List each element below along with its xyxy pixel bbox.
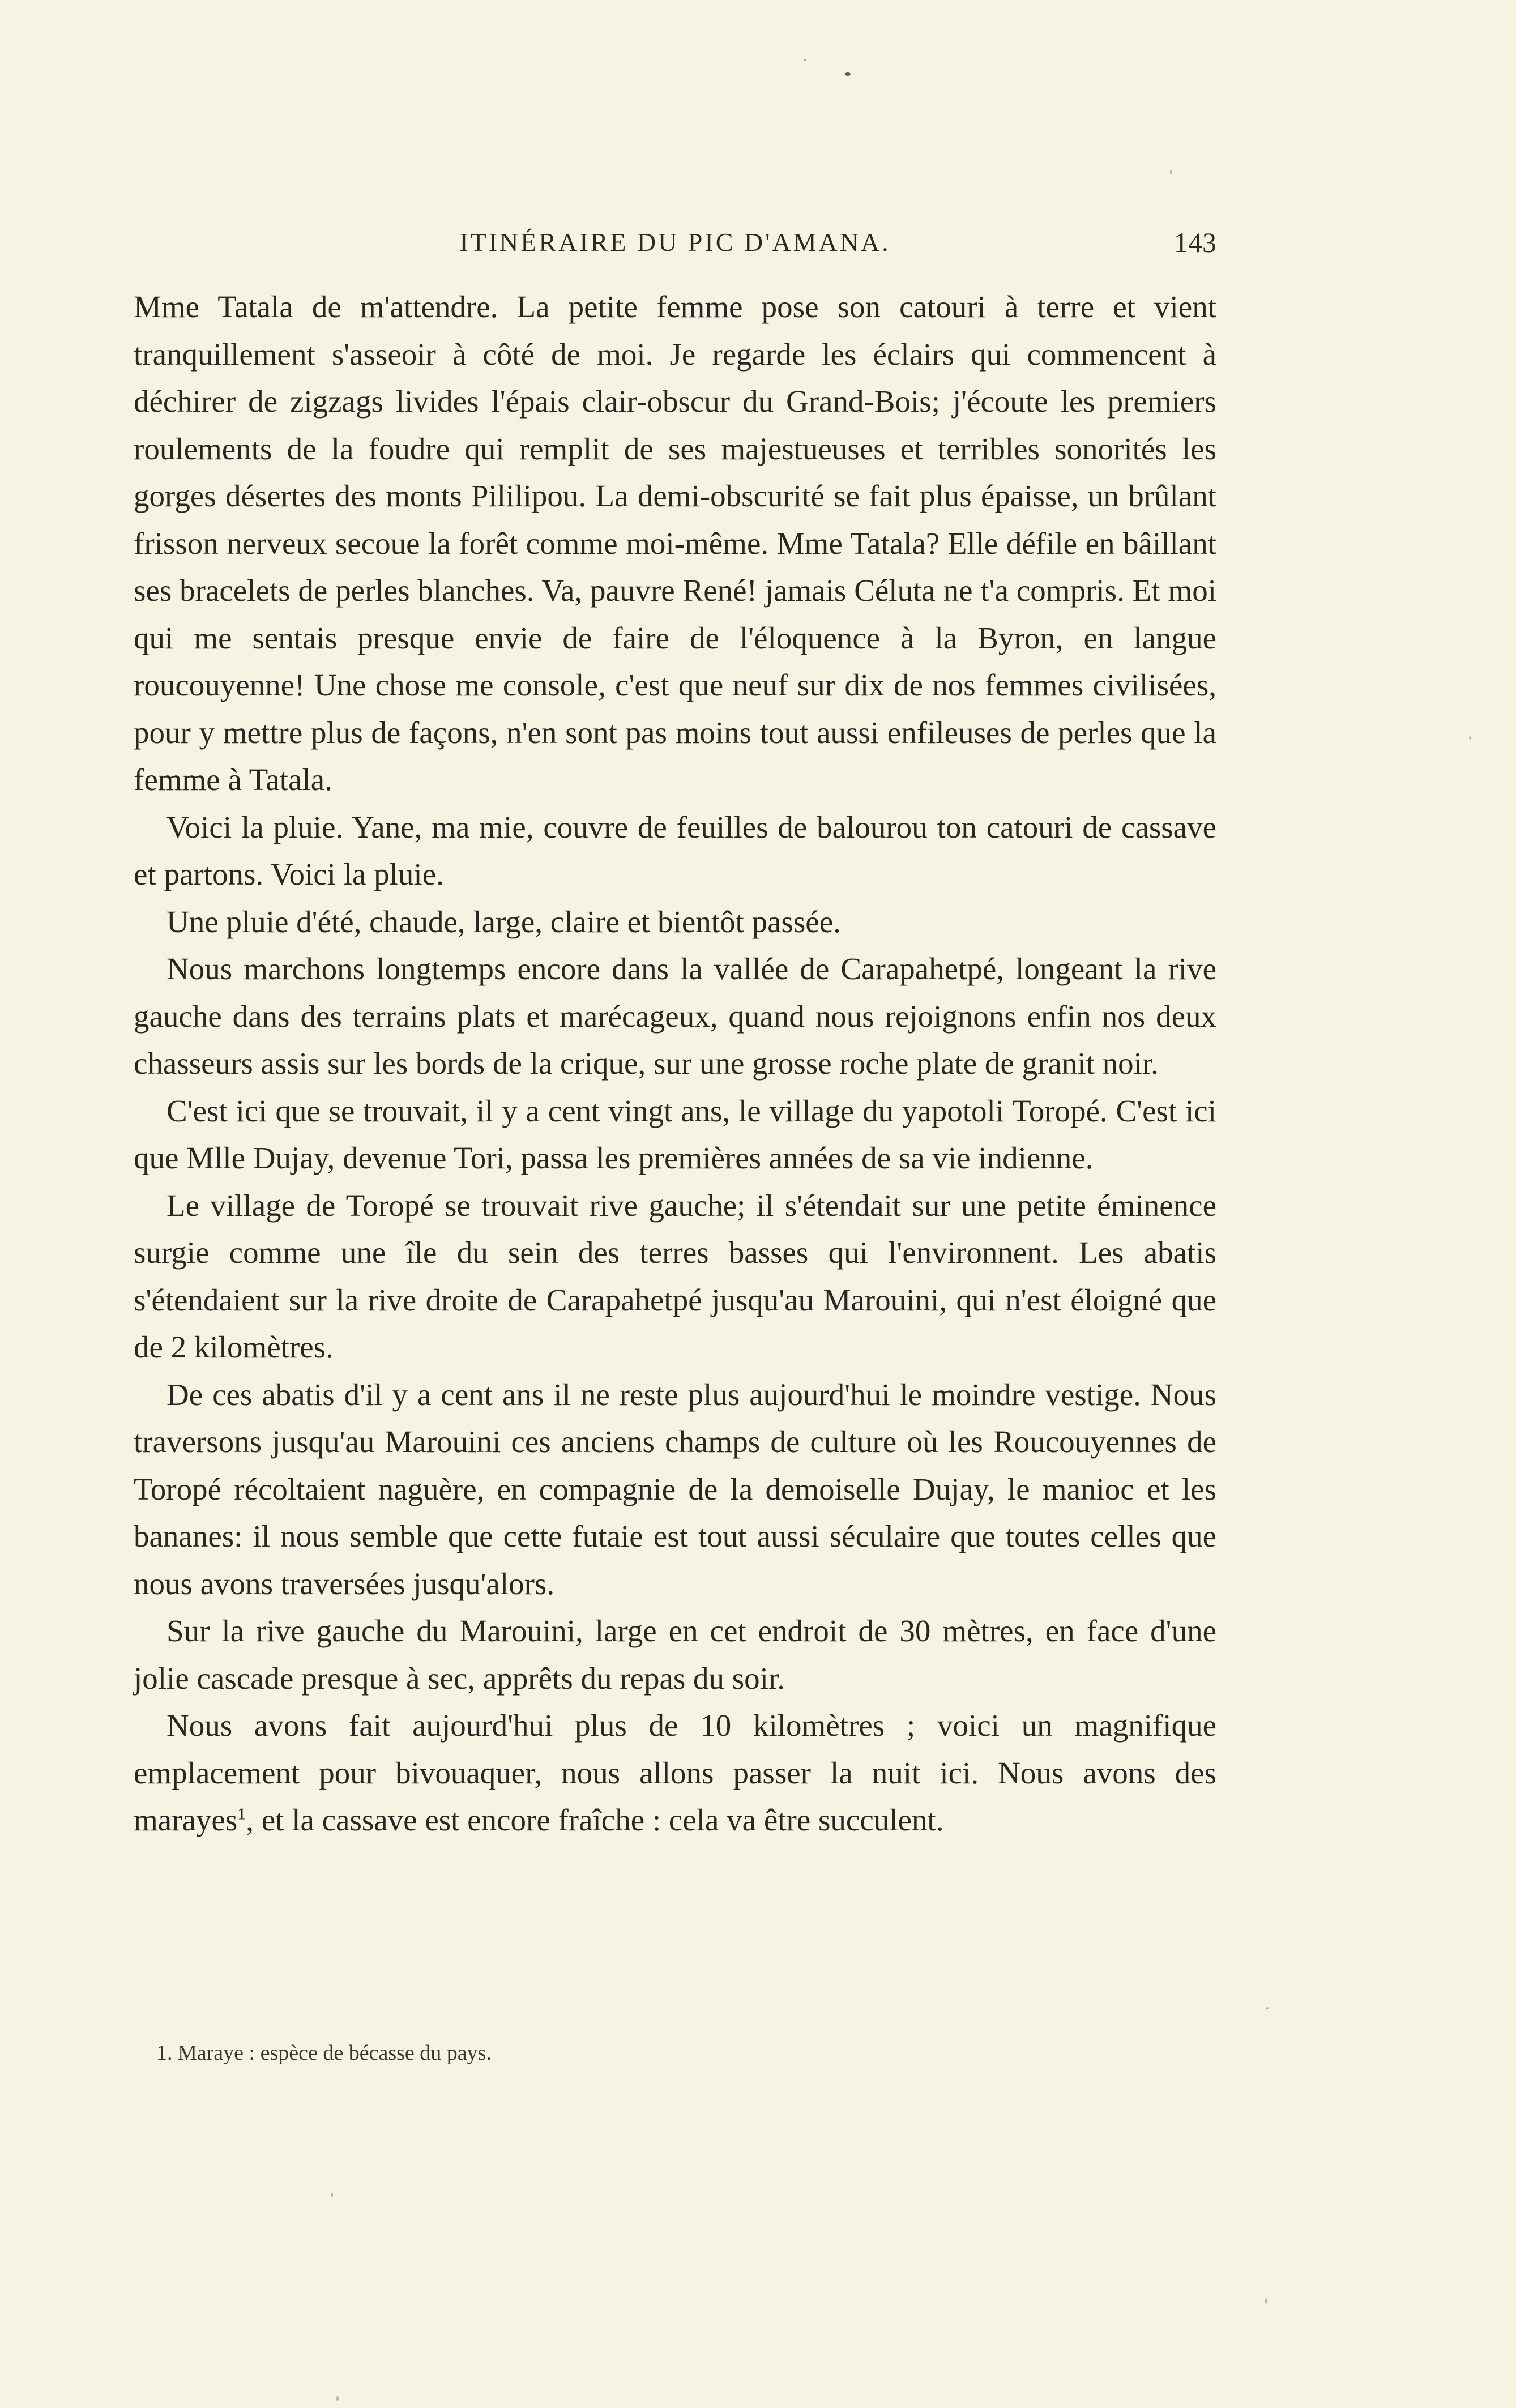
paragraph-text: , et la cassave est encore fraîche : cela va être succulent. — [246, 1803, 944, 1837]
paper-speck — [1266, 2007, 1269, 2009]
paragraph: Nous marchons longtemps encore dans la vallée de Carapahetpé, longeant la rive gauche dans des terrains plats et marécageux, quand nous rejoignons enfin nos deux chasseurs assis sur les bords de la crique, sur une grosse roche plate de granit noir. — [134, 951, 1216, 1081]
paragraph: C'est ici que se trouvait, il y a cent vingt ans, le village du yapotoli Toropé. C'est ici que Mlle Dujay, devenue Tori, passa les premières années de sa vie indienne. — [134, 1093, 1216, 1175]
paper-speck — [1469, 736, 1471, 740]
paper-speck — [845, 72, 851, 76]
footnote: 1. Maraye : espèce de bécasse du pays. — [156, 2041, 492, 2065]
paragraph: Sur la rive gauche du Marouini, large en cet endroit de 30 mètres, en face d'une jolie cascade presque à sec, apprêts du repas du soir. — [134, 1613, 1216, 1696]
footnote-reference: 1 — [237, 1804, 246, 1824]
paper-speck — [1170, 170, 1172, 174]
paragraph: Mme Tatala de m'attendre. La petite femme pose son catouri à terre et vient tranquillement s'asseoir à côté de moi. Je regarde les éclairs qui commencent à déchirer de zigzags livides l'épais clair-obscur du Grand-Bois; j'écoute les premiers roulements de la foudre qui remplit de ses majestueuses et terribles sonorités les gorges désertes des monts Pililipou. La demi-obscurité se fait plus épaisse, un brûlant frisson nerveux secoue la forêt comme moi-même. Mme Tatala? Elle défile en bâillant ses bracelets de perles blanches. Va, pauvre René! jamais Céluta ne t'a compris. Et moi qui me sentais presque envie de faire de l'éloquence à la Byron, en langue roucouyenne! Une chose me console, c'est que neuf sur dix de nos femmes civilisées, pour y mettre plus de façons, n'en sont pas moins tout aussi enfileuses de perles que la femme à Tatala. — [134, 289, 1216, 797]
paper-speck — [336, 2396, 339, 2401]
paper-speck — [1265, 2298, 1267, 2304]
running-head: ITINÉRAIRE DU PIC D'AMANA. — [459, 228, 891, 257]
paper-speck — [331, 2193, 333, 2197]
paragraph-last — [134, 1702, 1216, 1844]
page-number: 143 — [1174, 227, 1216, 258]
paragraph-text: Nous avons fait aujourd'hui plus de 10 kilomètres ; voici un magnifique emplacement pour bivouaquer, nous allons passer la nuit ici. Nous avons des marayes — [134, 1708, 1216, 1837]
paragraph: Le village de Toropé se trouvait rive gauche; il s'étendait sur une petite éminence surgie comme une île du sein des terres basses qui l'environnent. Les abatis s'étendaient sur la rive droite de Carapahetpé jusqu'au Marouini, qui n'est éloigné que de 2 kilomètres. — [134, 1188, 1216, 1364]
paper-speck — [804, 59, 806, 61]
body-text — [134, 283, 1216, 1844]
paragraph: De ces abatis d'il y a cent ans il ne reste plus aujourd'hui le moindre vestige. Nous traversons jusqu'au Marouini ces anciens champs de culture où les Roucouyennes de Toropé récoltaient naguère, en compagnie de la demoiselle Dujay, le manioc et les bananes: il nous semble que cette futaie est tout aussi séculaire que toutes celles que nous avons traversées jusqu'alors. — [134, 1377, 1216, 1601]
paragraph: Voici la pluie. Yane, ma mie, couvre de feuilles de balourou ton catouri de cassave et partons. Voici la pluie. — [134, 809, 1216, 891]
page-header — [134, 225, 1216, 259]
paragraph: Une pluie d'été, chaude, large, claire et bientôt passée. — [166, 904, 841, 939]
